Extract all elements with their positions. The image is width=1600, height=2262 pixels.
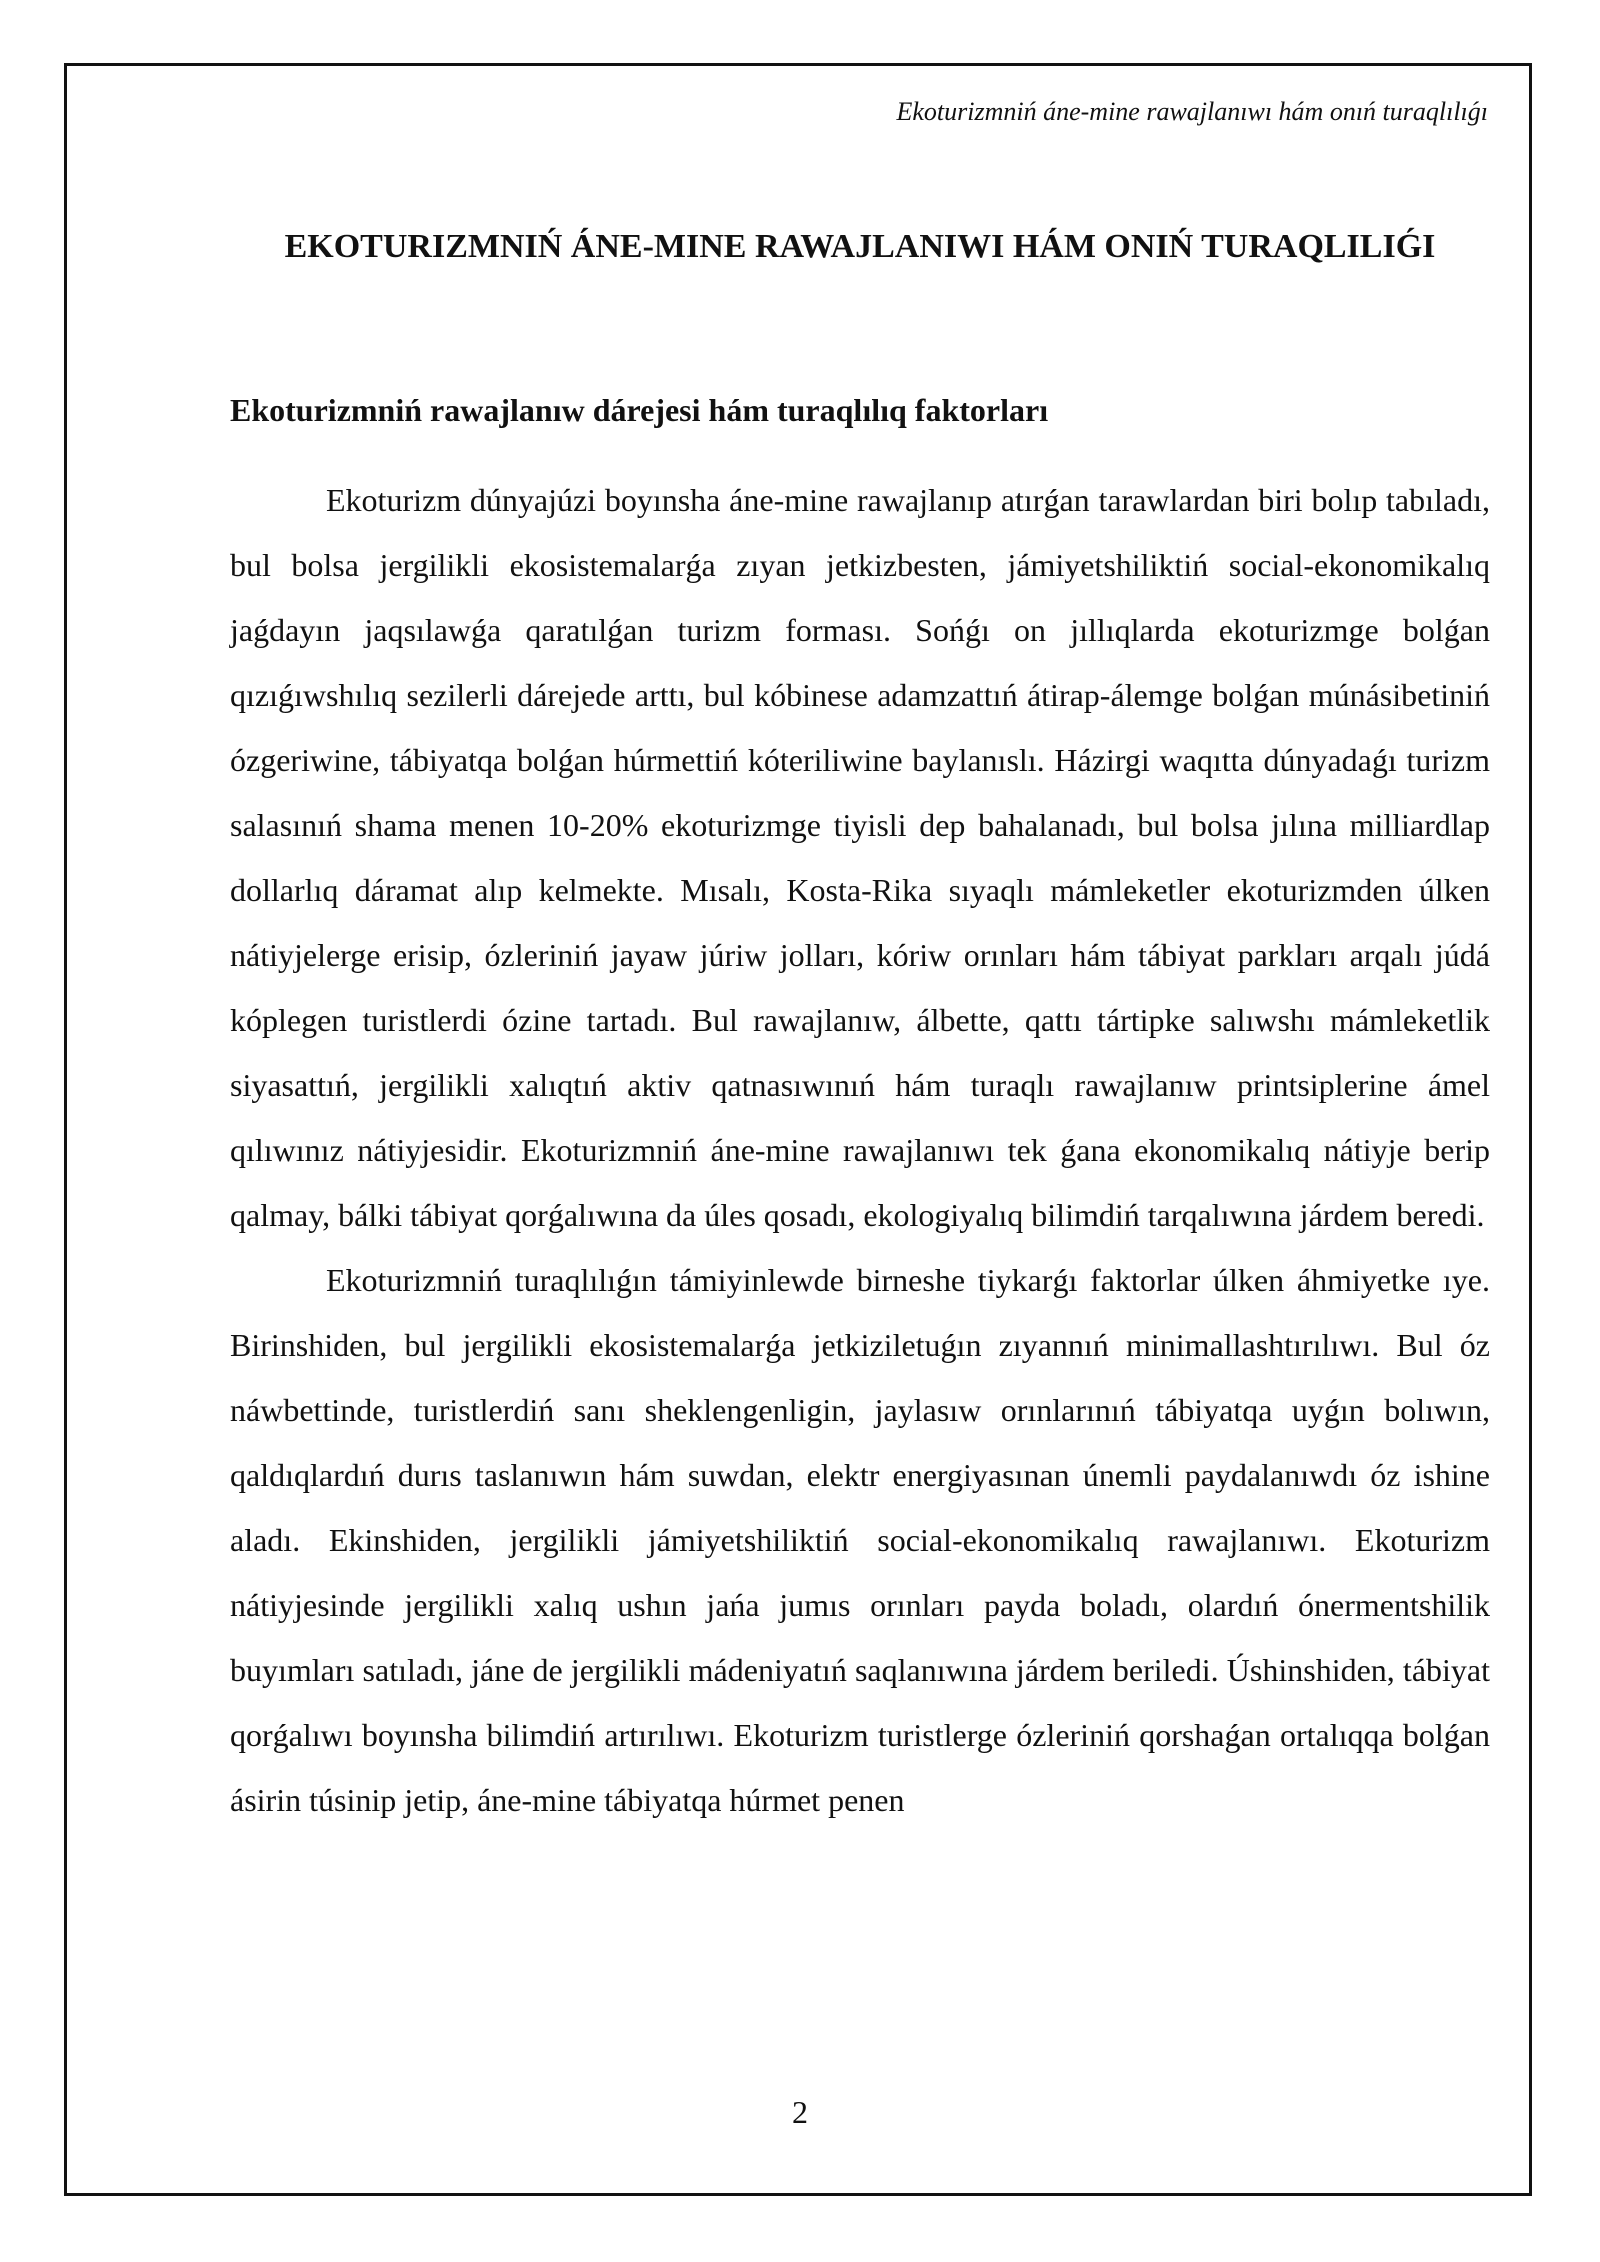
paragraph: Ekoturizm dúnyajúzi boyınsha áne-mine rawajlanıp atırǵan tarawlardan biri bolıp tabıladı, bul bolsa jergilikli ekosistemalarǵa zıyan jetkizbesten, jámiyetshiliktiń social-ekonomikalıq jaǵdayın jaqsılawǵa qaratılǵan turizm forması. Sońǵı on jıllıqlarda ekoturizmge bolǵan qızıǵıwshılıq sezilerli dárejede arttı, bul kóbinese adamzattıń átirap-álemge bolǵan múnásibetiniń ózgeriwine, tábiyatqa bolǵan húrmettiń kóteriliwine baylanıslı. Házirgi waqıtta dúnyadaǵı turizm salasınıń shama menen 10-20% ekoturizmge tiyisli dep bahalanadı, bul bolsa jılına milliardlap dollarlıq dáramat alıp kelmekte. Mısalı, Kosta-Rika sıyaqlı mámleketler ekoturizmden úlken nátiyjelerge erisip, ózleriniń jayaw júriw jolları, kóriw orınları hám tábiyat parkları arqalı júdá kóplegen turistlerdi ózine tartadı. Bul rawajlanıw, álbette, qattı tártipke salıwshı mámleketlik siyasattıń, jergilikli xalıqtıń aktiv qatnasıwınıń hám turaqlı rawajlanıw printsiplerine ámel qılıwınız nátiyjesidir. Ekoturizmniń áne-mine rawajlanıwı tek ǵana ekonomikalıq nátiyje berip qalmay, bálki tábiyat qorǵalıwına da úles qosadı, ekologiyalıq bilimdiń tarqalıwına járdem beredi. (230, 482, 1490, 1233)
body-text (230, 468, 1490, 1833)
section-heading: Ekoturizmniń rawajlanıw dárejesi hám turaqlılıq faktorları (230, 392, 1049, 428)
paragraph: Ekoturizmniń turaqlılıǵın támiyinlewde birneshe tiykarǵı faktorlar úlken áhmiyetke ıye. Birinshiden, bul jergilikli ekosistemalarǵa jetkiziletuǵın zıyannıń minimallashtırılıwı. Bul óz náwbettinde, turistlerdiń sanı sheklengenligin, jaylasıw orınlarınıń tábiyatqa uyǵın bolıwın, qaldıqlardıń durıs taslanıwın hám suwdan, elektr energiyasınan únemli paydalanıwdı óz ishine aladı. Ekinshiden, jergilikli jámiyetshiliktiń social-ekonomikalıq rawajlanıwı. Ekoturizm nátiyjesinde jergilikli xalıq ushın jańa jumıs orınları payda boladı, olardıń ónermentshilik buyımları satıladı, jáne de jergilikli mádeniyatıń saqlanıwına járdem beriledi. Úshinshiden, tábiyat qorǵalıwı boyınsha bilimdiń artırılıwı. Ekoturizm turistlerge ózleriniń qorshaǵan ortalıqqa bolǵan ásirin túsinip jetip, áne-mine tábiyatqa húrmet penen (230, 1262, 1490, 1818)
document-title: EKOTURIZMNIŃ ÁNE-MINE RAWAJLANIWI HÁM ONIŃ TURAQLILIǴI (284, 228, 1436, 265)
page-number: 2 (792, 2094, 808, 2130)
running-header: Ekoturizmniń áne-mine rawajlanıwı hám onıń turaqlılıǵı (896, 97, 1488, 126)
